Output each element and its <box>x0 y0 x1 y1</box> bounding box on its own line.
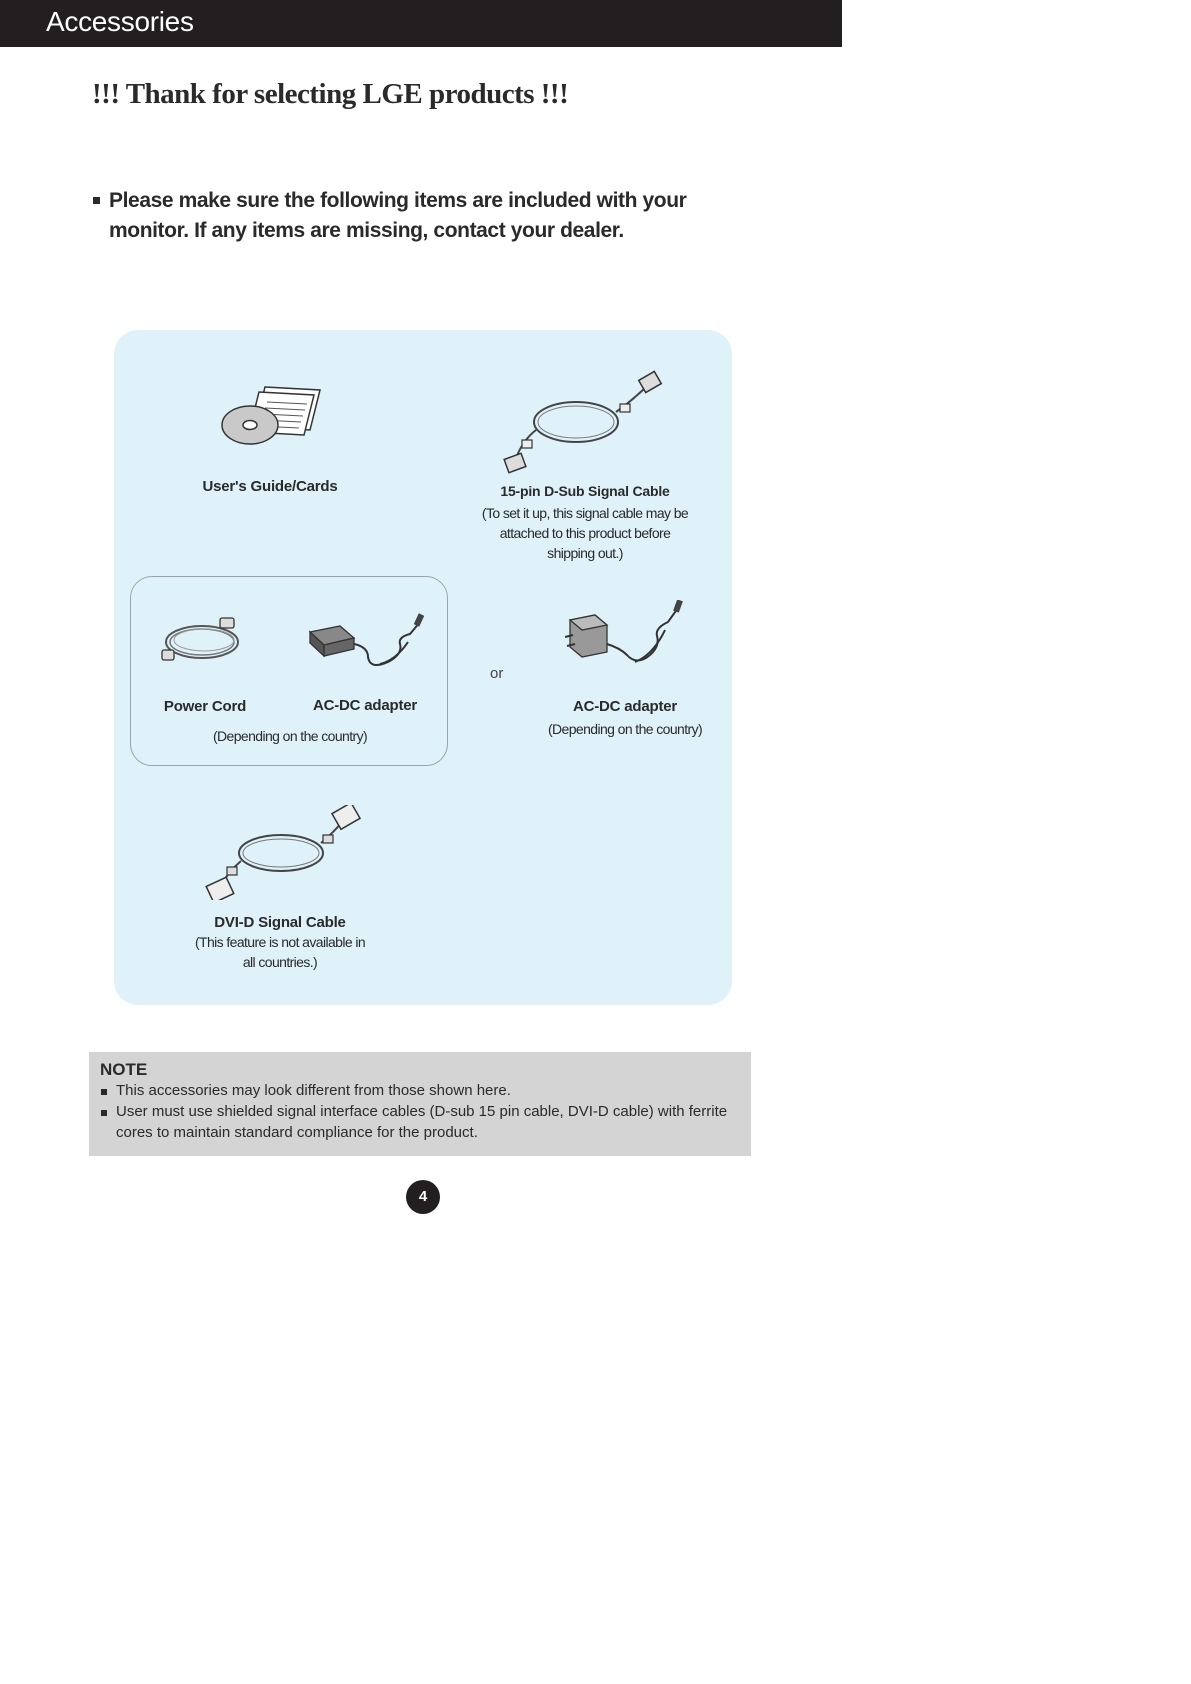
note-item: User must use shielded signal interface cables (D-sub 15 pin cable, DVI-D cable) with ferrite cores to maintain standard compliance for the product. <box>116 1103 728 1141</box>
bullet-icon <box>101 1110 107 1116</box>
power-cord-icon <box>160 612 250 667</box>
or-text: or <box>490 665 504 682</box>
note-item: This accessories may look different from those shown here. <box>116 1082 511 1099</box>
power-cord-label: Power Cord <box>163 698 247 715</box>
cd-and-cards-icon <box>215 382 325 452</box>
adapter-b-note: (Depending on the country) <box>547 721 703 737</box>
bullet-icon <box>101 1089 107 1095</box>
ac-dc-adapter-plug-icon <box>565 600 690 670</box>
dsub-label: 15-pin D-Sub Signal Cable <box>500 483 670 499</box>
note-box <box>89 1052 751 1156</box>
adapter-a-label: AC-DC adapter <box>312 697 418 714</box>
ac-dc-adapter-icon <box>308 612 433 672</box>
bullet-icon <box>93 197 100 204</box>
group-note: (Depending on the country) <box>212 728 368 744</box>
adapter-b-label: AC-DC adapter <box>572 698 678 715</box>
dsub-cable-icon <box>498 370 668 475</box>
note-title: NOTE <box>100 1060 148 1079</box>
dsub-note: (To set it up, this signal cable may be attached to this product before shipping out.) <box>481 505 689 561</box>
guide-label: User's Guide/Cards <box>202 478 338 495</box>
page-number: 4 <box>406 1180 440 1214</box>
instruction-text: Please make sure the following items are included with your monitor. If any items are missing, contact your dealer. <box>109 189 687 242</box>
thanks-heading: !!! Thank for selecting LGE products !!! <box>92 78 569 110</box>
section-title: Accessories <box>46 6 194 37</box>
dvi-note: (This feature is not available in all countries.) <box>194 934 366 970</box>
dvi-label: DVI-D Signal Cable <box>214 914 346 931</box>
dvi-cable-icon <box>205 805 365 900</box>
header-bar <box>0 0 842 47</box>
